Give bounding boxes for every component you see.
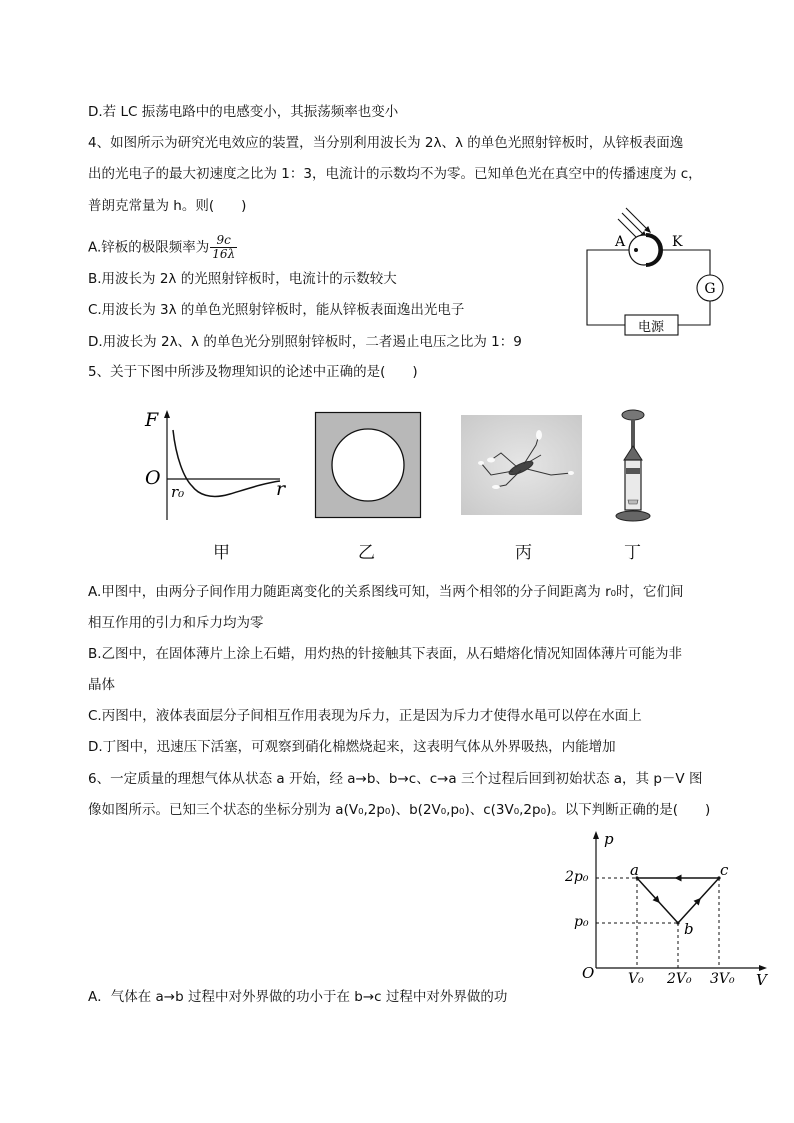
tick-label-v0: V₀ [628,971,644,987]
q5-option-d: D.丁图中，迅速压下活塞，可观察到硝化棉燃烧起来，这表明气体从外界吸热，内能增加 [88,739,616,755]
q5-option-a-line2: 相互作用的引力和斥力均为零 [88,615,264,631]
photoelectric-circuit-figure [580,205,730,335]
label-a: A [615,234,626,250]
tick-label-p0: p₀ [574,914,589,930]
q6-stem-line2: 像如图所示。已知三个状态的坐标分别为 a(V₀,2p₀)、b(2V₀,p₀)、c(3V₀,2p₀)。以下判断正确的是( ) [88,802,711,818]
process-c-to-a-arrow [675,875,682,882]
q4-stem-line1: 4、如图所示为研究光电效应的装置，当分别利用波长为 2λ、λ 的单色光照射锌板时，从锌板表面逸 [88,135,684,151]
q6-option-a: A．气体在 a→b 过程中对外界做的功小于在 b→c 过程中对外界做的功 [88,989,508,1005]
force-curve [173,430,280,496]
circuit-wire [587,250,629,325]
q5-stem: 5、关于下图中所涉及物理知识的论述中正确的是( ) [88,364,418,380]
pv-cycle [635,875,720,925]
q4-option-d: D.用波长为 2λ、λ 的单色光分别照射锌板时，二者遏止电压之比为 1：9 [88,334,522,350]
fraction [210,234,237,261]
tick-label-2p0: 2p₀ [565,869,589,885]
pv-graph [560,828,775,993]
state-point-b [676,921,679,924]
fraction-numerator: 9c [210,234,237,248]
label-r0: r₀ [171,483,185,501]
q4-option-a [88,234,237,261]
syringe-handle [622,410,644,420]
melted-wax-circle [332,429,404,501]
circuit-wire [678,301,710,325]
q4-option-b: B.用波长为 2λ 的光照射锌板时，电流计的示数较大 [88,271,397,287]
caption-bing: 丙 [515,543,532,563]
point-label-c: c [720,861,729,879]
tick-label-2v0: 2V₀ [667,971,692,987]
wax-plate-figure [315,412,421,518]
molecular-force-graph [140,408,300,528]
origin-label: O [582,964,595,982]
water-strider-photo [461,415,582,515]
fraction-denominator: 16λ [212,247,236,261]
fire-syringe-figure [612,408,654,523]
circuit-wire [659,250,710,275]
pv-axes [593,831,767,971]
p-axis-arrow [593,831,599,839]
point-label-a: a [630,861,639,879]
caption-yi: 乙 [358,543,375,563]
galvanometer-label: G [704,281,716,297]
q5-option-c: C.丙图中，液体表面层分子间相互作用表现为斥力，正是因为斥力才使得水黾可以停在水面上 [88,708,642,724]
q4-option-c: C.用波长为 3λ 的单色光照射锌板时，能从锌板表面逸出光电子 [88,302,465,318]
q4-stem-line2: 出的光电子的最大初速度之比为 1：3，电流计的示数均不为零。已知单色光在真空中的传播速度为 c， [88,166,702,182]
syringe-cap [624,446,642,460]
q4-option-a-prefix: A.锌板的极限频率为 [88,239,210,256]
anode-dot [634,248,638,252]
axis-label-v: V [756,971,767,989]
caption-jia: 甲 [213,543,230,563]
q3-option-d: D.若 LC 振荡电路中的电感变小，其振荡频率也变小 [88,104,399,120]
label-k: K [672,234,683,250]
f-axis-arrow [164,410,170,418]
tick-label-3v0: 3V₀ [710,971,735,987]
point-label-b: b [684,920,694,938]
label-o: O [145,467,161,489]
q5-option-b-line1: B.乙图中，在固体薄片上涂上石蜡，用灼热的针接触其下表面，从石蜡熔化情况知固体薄片可能为非 [88,646,683,662]
q5-option-b-line2: 晶体 [88,677,115,693]
nitrocellulose [628,500,638,504]
label-f: F [145,409,159,431]
power-source-label: 电源 [637,320,665,335]
q4-stem-line3: 普朗克常量为 h。则( ) [88,198,247,214]
syringe-rod [631,419,635,449]
label-r: r [276,478,286,500]
axis-label-p: p [604,830,614,848]
syringe-piston [626,468,640,474]
caption-ding: 丁 [624,543,641,563]
syringe-base [616,511,650,521]
q5-option-a-line1: A.甲图中，由两分子间作用力随距离变化的关系图线可知，当两个相邻的分子间距离为 r₀时，它们间 [88,584,684,600]
q6-stem-line1: 6、一定质量的理想气体从状态 a 开始，经 a→b、b→c、c→a 三个过程后回到初始状态 a，其 p－V 图 [88,771,703,787]
pv-guides [596,878,719,968]
